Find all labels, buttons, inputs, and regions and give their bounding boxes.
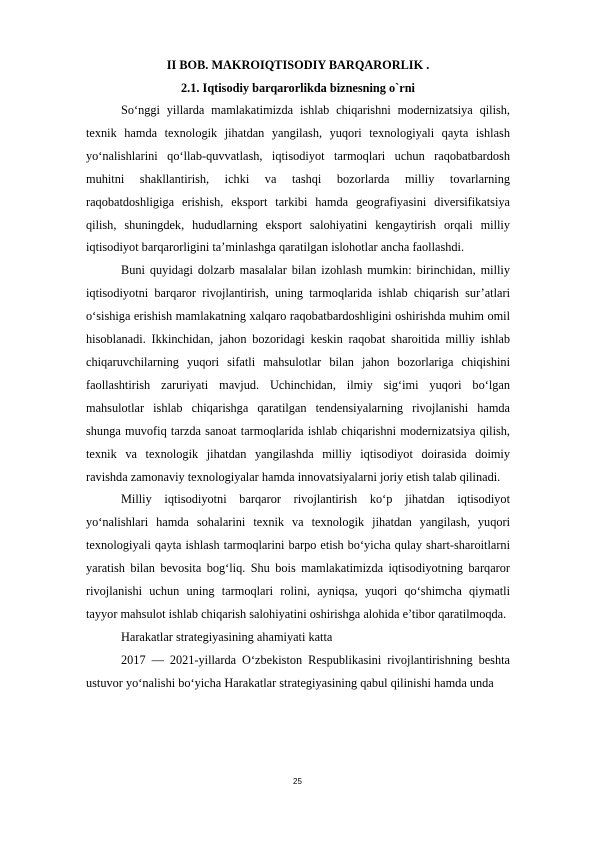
body-text bbox=[86, 99, 510, 695]
subheading: Harakatlar strategiyasining ahamiyati katta bbox=[121, 629, 333, 644]
section-title: 2.1. Iqtisodiy barqarorlikda biznesning o`rni bbox=[181, 81, 415, 95]
paragraph-3: Milliy iqtisodiyotni barqaror rivojlantirish ko‘p jihatdan iqtisodiyot yo‘nalishlari hamda sohalarini texnik va texnologik jihatdan yangilash, yuqori texnologiyali qayta ishlash tarmoqlarini barpo etish bo‘yicha qulay shart-sharoitlarni yaratish bilan bevosita bog‘liq. Shu bois mamlakatimizda iqtisodiyotning barqaror rivojlanishi uchun uning tarmoqlari rolini, ayniqsa, yuqori qo‘shimcha qiymatli tayyor mahsulot ishlab chiqarish salohiyatini oshirishga alohida e’tibor qaratilmoqda. bbox=[86, 492, 510, 621]
paragraph-4: 2017 — 2021-yillarda O‘zbekiston Respublikasini rivojlantirishning beshta ustuvor yo‘nalishi bo‘yicha Harakatlar strategiyasining qabul qilinishi hamda unda bbox=[86, 652, 510, 690]
paragraph-1: So‘nggi yillarda mamlakatimizda ishlab chiqarishni modernizatsiya qilish, texnik hamda texnologik jihatdan yangilash, yuqori texnologiyali qayta ishlash yo‘nalishlarini qo‘llab-quvvatlash, iqtisodiyot tarmoqlari uchun raqobatbardosh muhitni shakllantirish, ichki va tashqi bozorlarda milliy tovarlarning raqobatdoshligiga erishish, eksport tarkibi hamda geografiyasini diversifikatsiya qilish, shuningdek, hududlarning eksport salohiyatini kengaytirish orqali milliy iqtisodiyot barqarorligini ta’minlashga qaratilgan islohotlar ancha faollashdi. bbox=[86, 103, 510, 255]
page-number: 25 bbox=[293, 777, 302, 786]
chapter-title: II BOB. MAKROIQTISODIY BARQARORLIK . bbox=[166, 58, 430, 72]
paragraph-2: Buni quyidagi dolzarb masalalar bilan izohlash mumkin: birinchidan, milliy iqtisodiyotni barqaror rivojlantirish, uning tarmoqlarida ishlab chiqarish sur’atlari o‘sishiga erishish mamlakatning xalqaro raqobatbardoshligini oshirishda muhim omil hisoblanadi. Ikkinchidan, jahon bozoridagi keskin raqobat sharoitida milliy ishlab chiqaruvchilarning yuqori sifatli mahsulotlar bilan jahon bozorlariga chiqishini faollashtirish zaruriyati mavjud. Uchinchidan, ilmiy sig‘imi yuqori bo‘lgan mahsulotlar ishlab chiqarishga qaratilgan tendensiyalarning rivojlanishi hamda shunga muvofiq tarzda sanoat tarmoqlarida ishlab chiqarishni modernizatsiya qilish, texnik va texnologik jihatdan yangilashda milliy iqtisodiyot doirasida doimiy ravishda zamonaviy texnologiyalar hamda innovatsiyalarni joriy etish talab qilinadi. bbox=[86, 263, 510, 484]
